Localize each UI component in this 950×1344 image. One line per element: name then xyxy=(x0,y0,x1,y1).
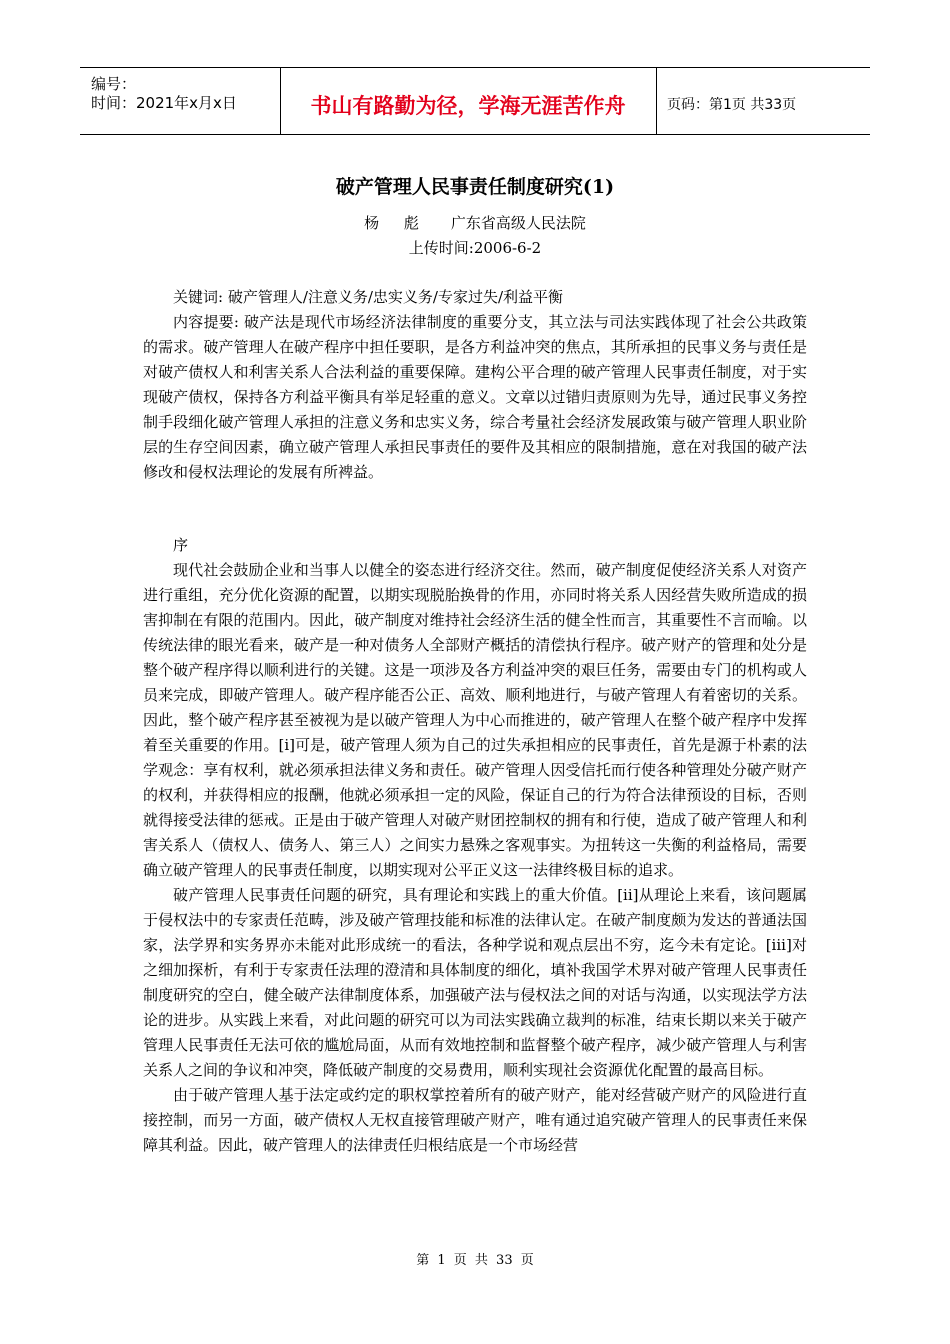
date-line: 时间：2021年x月x日 xyxy=(91,94,237,112)
abstract-block xyxy=(143,285,807,485)
header-left-cell xyxy=(80,68,281,134)
author-name: 杨 彪 xyxy=(364,214,429,232)
page-footer: 第 1 页 共 33 页 xyxy=(416,1253,534,1268)
paragraph: 现代社会鼓励企业和当事人以健全的姿态进行经济交往。然而，破产制度促使经济关系人对资产进行重组，充分优化资源的配置，以期实现脱胎换骨的作用，亦同时将关系人因经营失败所造成的损害抑制在有限的范围内。因此，破产制度对维持社会经济生活的健全性而言，其重要性不言而喻。以传统法律的眼光看来，破产是一种对债务人全部财产概括的清偿执行程序。破产财产的管理和处分是整个破产程序得以顺利进行的关键。这是一项涉及各方利益冲突的艰巨任务，需要由专门的机构或人员来完成，即破产管理人。破产程序能否公正、高效、顺利地进行，与破产管理人有着密切的关系。因此，整个破产程序甚至被视为是以破产管理人为中心而推进的，破产管理人在整个破产程序中发挥着至关重要的作用。[i]可是，破产管理人须为自己的过失承担相应的民事责任，首先是源于朴素的法学观念：享有权利，就必须承担法律义务和责任。破产管理人因受信托而行使各种管理处分破产财产的权利，并获得相应的报酬，他就必须承担一定的风险，保证自己的行为符合法律预设的目标，否则就得接受法律的惩戒。正是由于破产管理人对破产财团控制权的拥有和行使，造成了破产管理人和利害关系人（债权人、债务人、第三人）之间实力悬殊之客观事实。为扭转这一失衡的利益格局，需要确立破产管理人的民事责任制度，以期实现对公平正义这一法律终极目标的追求。 xyxy=(143,561,807,879)
author-line xyxy=(0,212,950,233)
body-block xyxy=(143,533,807,1158)
section-heading: 序 xyxy=(173,536,189,554)
header-table xyxy=(80,67,870,135)
paragraph: 由于破产管理人基于法定或约定的职权掌控着所有的破产财产，能对经营破产财产的风险进行直接控制，而另一方面，破产债权人无权直接管理破产财产，唯有通过追究破产管理人的民事责任来保障其利益。因此，破产管理人的法律责任归根结底是一个市场经营 xyxy=(143,1086,807,1154)
page-info: 页码：第1页 共33页 xyxy=(667,97,797,113)
header-page-cell xyxy=(657,68,870,134)
upload-time: 上传时间:2006-6-2 xyxy=(408,239,542,257)
keywords: 关键词: 破产管理人/注意义务/忠实义务/专家过失/利益平衡 xyxy=(173,288,564,306)
abstract: 内容提要: 破产法是现代市场经济法律制度的重要分支，其立法与司法实践体现了社会公共政策的需求。破产管理人在破产程序中担任要职，是各方利益冲突的焦点，其所承担的民事义务与责任是对破产债权人和利害关系人合法利益的重要保障。建构公平合理的破产管理人民事责任制度，对于实现破产债权，保持各方利益平衡具有举足轻重的意义。文章以过错归责原则为先导，通过民事义务控制手段细化破产管理人承担的注意义务和忠实义务，综合考量社会经济发展政策与破产管理人职业阶层的生存空间因素，确立破产管理人承担民事责任的要件及其相应的限制措施，意在对我国的破产法修改和侵权法理论的发展有所裨益。 xyxy=(143,313,807,481)
header-motto-cell xyxy=(280,68,657,134)
number-label: 编号： xyxy=(91,75,137,93)
article-title: 破产管理人民事责任制度研究(1) xyxy=(335,176,615,198)
court-name: 广东省高级人民法院 xyxy=(450,214,586,232)
motto: 书山有路勤为径，学海无涯苦作舟 xyxy=(310,94,626,118)
paragraph: 破产管理人民事责任问题的研究，具有理论和实践上的重大价值。[ii]从理论上来看，该问题属于侵权法中的专家责任范畴，涉及破产管理技能和标准的法律认定。在破产制度颇为发达的普通法国家，法学界和实务界亦未能对此形成统一的看法，各种学说和观点层出不穷，迄今未有定论。[iii]对之细加探析，有利于专家责任法理的澄清和具体制度的细化，填补我国学术界对破产管理人民事责任制度研究的空白，健全破产法律制度体系，加强破产法与侵权法之间的对话与沟通，以实现法学方法论的进步。从实践上来看，对此问题的研究可以为司法实践确立裁判的标准，结束长期以来关于破产管理人民事责任无法可依的尴尬局面，从而有效地控制和监督整个破产程序，减少破产管理人与利害关系人之间的争议和冲突，降低破产制度的交易费用，顺利实现社会资源优化配置的最高目标。 xyxy=(143,886,807,1079)
